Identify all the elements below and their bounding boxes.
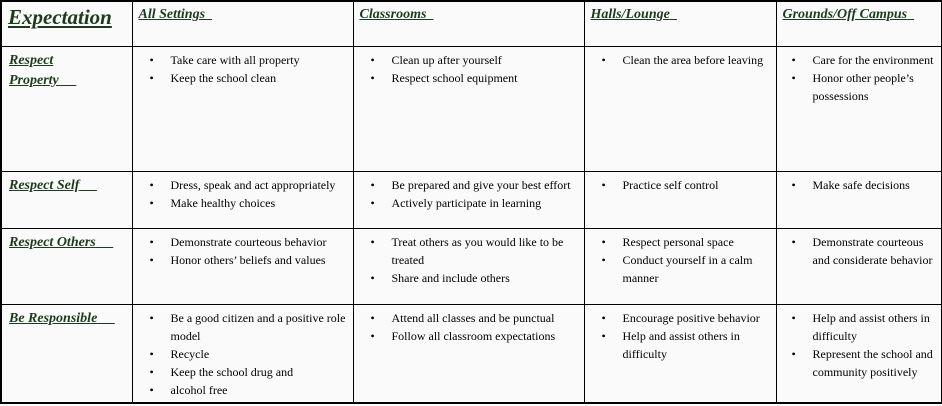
header-grounds-off-campus (776, 1, 942, 46)
header-classrooms (353, 1, 584, 46)
bullet-list (589, 176, 772, 194)
bullet-item: • Actively participate in learning (358, 194, 580, 212)
bullet-item: • Practice self control (589, 176, 772, 194)
bullet-item: • Conduct yourself in a calm manner (589, 251, 772, 287)
bullet-item: • Honor others’ beliefs and values (137, 251, 349, 269)
bullet-item: • Help and assist others in difficulty (781, 309, 938, 345)
bullet-list (358, 51, 580, 87)
cell-respect-self-classrooms (353, 171, 584, 228)
bullet-item: • Dress, speak and act appropriately (137, 176, 349, 194)
bullet-list (781, 233, 938, 269)
bullet-item: • Care for the environment (781, 51, 938, 69)
row-label-cell-be-responsible (1, 304, 132, 403)
row-label-respect-self: Respect Self (9, 177, 80, 193)
cell-respect-others-grounds-off-campus (776, 228, 942, 304)
header-classrooms-label: Classrooms (359, 7, 427, 22)
bullet-item: • Treat others as you would like to be treated (358, 233, 580, 269)
bullet-list (781, 176, 938, 194)
cell-respect-property-all-settings (132, 46, 353, 171)
bullet-item: • Keep the school clean (137, 69, 349, 87)
cell-respect-others-halls-lounge (584, 228, 776, 304)
bullet-item: • Respect personal space (589, 233, 772, 251)
bullet-item: • Clean up after yourself (358, 51, 580, 69)
expectation-title: Expectation (8, 5, 112, 29)
bullet-list (358, 233, 580, 287)
bullet-item: • Demonstrate courteous behavior (137, 233, 349, 251)
row-label-cell-respect-self (1, 171, 132, 228)
row-respect-property (1, 46, 942, 171)
bullet-item: • Help and assist others in difficulty (589, 327, 772, 363)
header-all-settings (132, 1, 353, 46)
row-respect-others (1, 228, 942, 304)
cell-be-responsible-all-settings (132, 304, 353, 403)
header-halls-lounge-label: Halls/Lounge (590, 7, 670, 22)
cell-respect-property-halls-lounge (584, 46, 776, 171)
bullet-list (589, 51, 772, 69)
bullet-item: • Keep the school drug and (137, 363, 349, 381)
bullet-item: • Demonstrate courteous and considerate behavior (781, 233, 938, 269)
bullet-item: • Represent the school and community positively (781, 345, 938, 381)
header-grounds-off-campus-label: Grounds/Off Campus (782, 7, 908, 22)
bullet-item: • Recycle (137, 345, 349, 363)
header-row (1, 1, 942, 46)
bullet-item: • Clean the area before leaving (589, 51, 772, 69)
row-respect-self (1, 171, 942, 228)
bullet-item: • Follow all classroom expectations (358, 327, 580, 345)
bullet-item: • Be a good citizen and a positive role model (137, 309, 349, 345)
bullet-list (137, 233, 349, 269)
cell-respect-property-grounds-off-campus (776, 46, 942, 171)
bullet-list (137, 176, 349, 212)
header-all-settings-label: All Settings (138, 7, 206, 22)
cell-respect-self-grounds-off-campus (776, 171, 942, 228)
bullet-list (781, 51, 938, 105)
bullet-list (589, 233, 772, 287)
bullet-list (137, 51, 349, 87)
cell-be-responsible-classrooms (353, 304, 584, 403)
bullet-item: • Attend all classes and be punctual (358, 309, 580, 327)
row-be-responsible (1, 304, 942, 403)
row-label-cell-respect-others (1, 228, 132, 304)
cell-be-responsible-halls-lounge (584, 304, 776, 403)
row-label-respect-others: Respect Others (9, 234, 96, 250)
bullet-list (781, 309, 938, 381)
header-expectation (1, 1, 132, 46)
row-label-cell-respect-property (1, 46, 132, 171)
bullet-item: • Honor other people’s possessions (781, 69, 938, 105)
header-halls-lounge (584, 1, 776, 46)
bullet-item: • Respect school equipment (358, 69, 580, 87)
cell-respect-others-classrooms (353, 228, 584, 304)
cell-respect-self-halls-lounge (584, 171, 776, 228)
bullet-item: • alcohol free (137, 381, 349, 399)
bullet-item: • Make safe decisions (781, 176, 938, 194)
bullet-item: • Share and include others (358, 269, 580, 287)
cell-respect-others-all-settings (132, 228, 353, 304)
bullet-item: • Be prepared and give your best effort (358, 176, 580, 194)
bullet-item: • Make healthy choices (137, 194, 349, 212)
bullet-list (589, 309, 772, 363)
cell-respect-self-all-settings (132, 171, 353, 228)
bullet-list (358, 309, 580, 345)
cell-be-responsible-grounds-off-campus (776, 304, 942, 403)
row-label-respect-property: Respect Property (9, 52, 59, 88)
row-label-be-responsible: Be Responsible (9, 310, 98, 326)
bullet-item: • Take care with all property (137, 51, 349, 69)
bullet-list (358, 176, 580, 212)
cell-respect-property-classrooms (353, 46, 584, 171)
bullet-item: • Encourage positive behavior (589, 309, 772, 327)
bullet-list (137, 309, 349, 399)
